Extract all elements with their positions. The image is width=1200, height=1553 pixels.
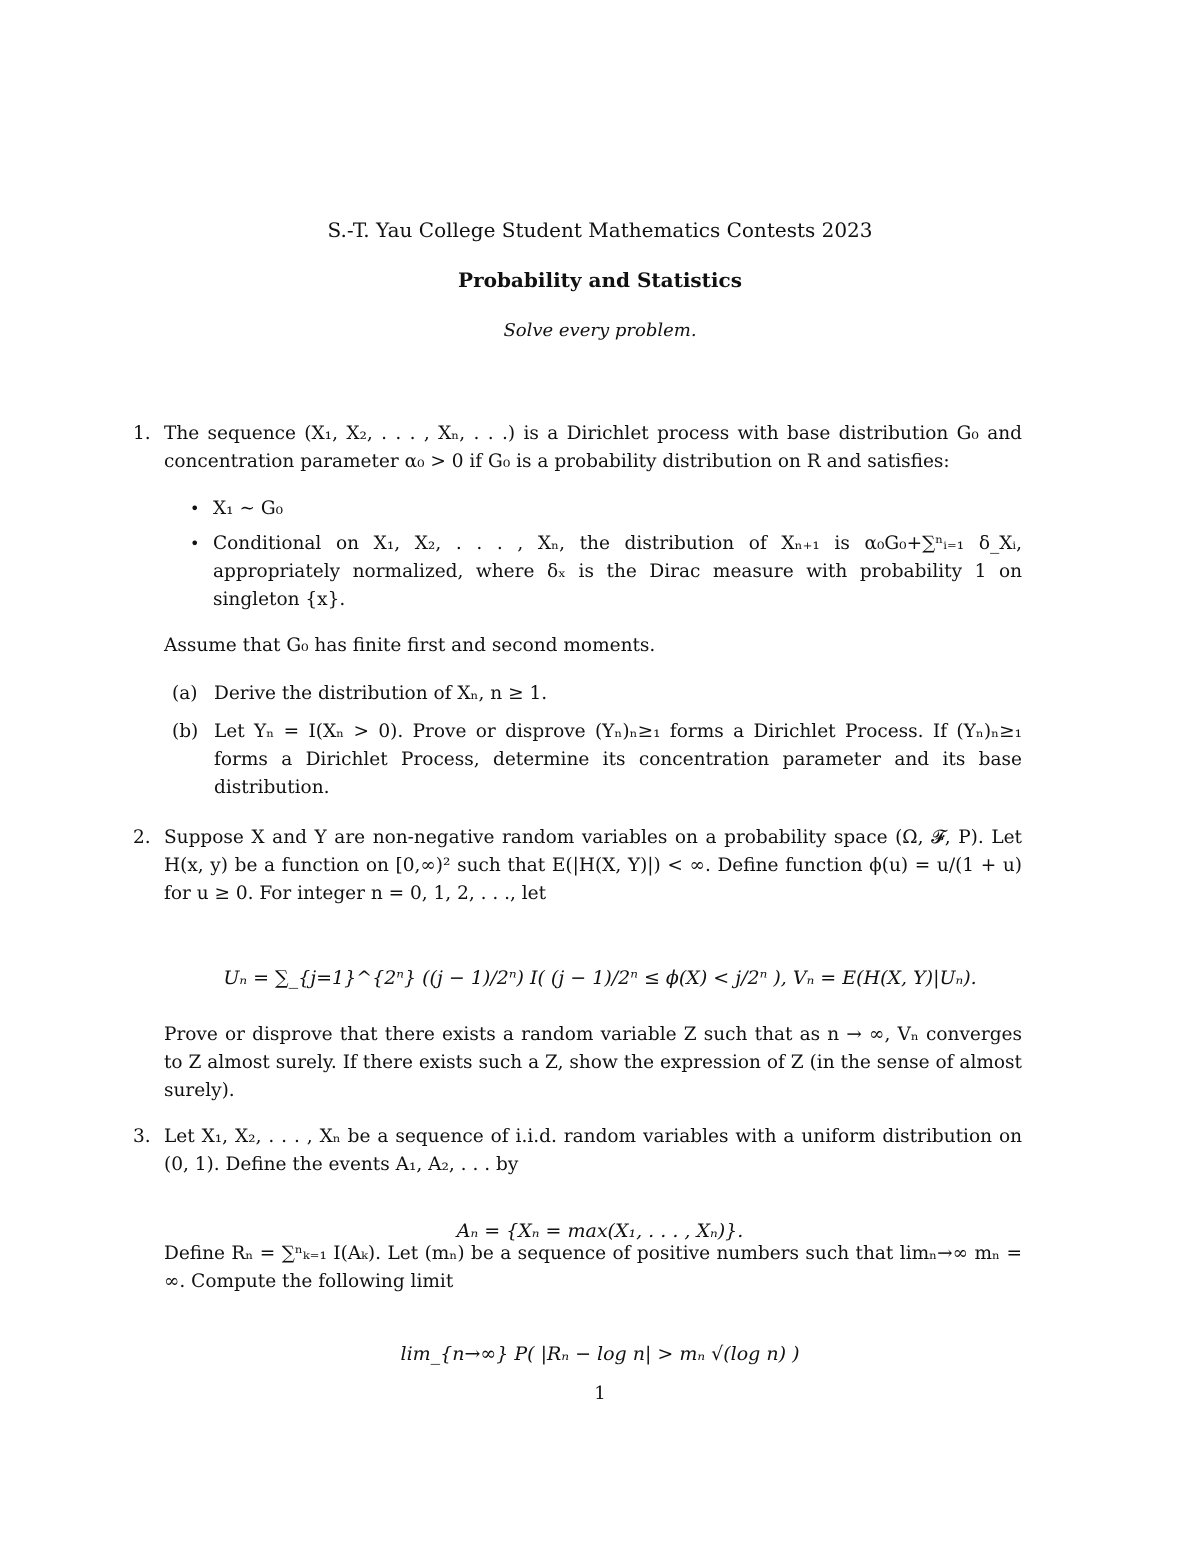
part-b-label: (b) xyxy=(172,721,199,742)
problem-3-event-definition: Aₙ = {Xₙ = max(X₁, . . . , Xₙ)}. xyxy=(456,1220,744,1242)
subject-heading: Probability and Statistics xyxy=(458,268,742,292)
problem-3-limit: lim_{n→∞} P( |Rₙ − log n| > mₙ √(log n) ) xyxy=(400,1343,800,1365)
problem-3-intro: Let X₁, X₂, . . . , Xₙ be a sequence of i.i.d. random variables with a uniform distribution on (0, 1). Define the events A₁, A₂, . . . by xyxy=(164,1126,1022,1175)
problem-2-question: Prove or disprove that there exists a random variable Z such that as n → ∞, Vₙ converges to Z almost surely. If there exists such a Z, show the expression of Z (in the sense of almost surely). xyxy=(164,1024,1022,1101)
problem-1-assumption: Assume that G₀ has finite first and second moments. xyxy=(164,635,656,656)
problem-2-intro: Suppose X and Y are non-negative random variables on a probability space (Ω, 𝓕, P). Let H(x, y) be a function on [0,∞)² such that E(|H(X, Y)|) < ∞. Define function ϕ(u) = u/(1 + u) for u ≥ 0. For integer n = 0, 1, 2, . . ., let xyxy=(164,827,1022,904)
problem-3-middle: Define Rₙ = ∑ⁿₖ₌₁ I(Aₖ). Let (mₙ) be a sequence of positive numbers such that limₙ→∞ mₙ = ∞. Compute the following limit xyxy=(164,1243,1022,1292)
problem-2-number: 2. xyxy=(133,827,151,848)
page-number: 1 xyxy=(594,1383,606,1404)
instruction: Solve every problem. xyxy=(503,320,697,341)
problem-1-number: 1. xyxy=(133,423,151,444)
part-b-text: Let Yₙ = I(Xₙ > 0). Prove or disprove (Yₙ)ₙ≥₁ forms a Dirichlet Process. If (Yₙ)ₙ≥₁ forms a Dirichlet Process, determine its concentration parameter and its base distribution. xyxy=(214,721,1022,798)
problem-1-bullet-2: Conditional on X₁, X₂, . . . , Xₙ, the distribution of Xₙ₊₁ is α₀G₀+∑ⁿᵢ₌₁ δ_Xᵢ, appropriately normalized, where δₓ is the Dirac measure with probability 1 on singleton {x}. xyxy=(213,533,1022,610)
bullet-icon: • xyxy=(190,534,200,553)
part-a-text: Derive the distribution of Xₙ, n ≥ 1. xyxy=(214,683,548,704)
problem-3-number: 3. xyxy=(133,1126,151,1147)
contest-title: S.-T. Yau College Student Mathematics Contests 2023 xyxy=(327,218,873,242)
problem-1-bullet-1: X₁ ∼ G₀ xyxy=(213,498,284,519)
problem-1-intro: The sequence (X₁, X₂, . . . , Xₙ, . . .) is a Dirichlet process with base distribution G₀ and concentration parameter α₀ > 0 if G₀ is a probability distribution on R and satisfies: xyxy=(164,423,1022,472)
part-a-label: (a) xyxy=(172,683,198,704)
bullet-icon: • xyxy=(190,499,200,518)
problem-2-display-equation: Uₙ = ∑_{j=1}^{2ⁿ} ((j − 1)/2ⁿ) I( (j − 1)/2ⁿ ≤ ϕ(X) < j/2ⁿ ), Vₙ = E(H(X, Y)|Uₙ). xyxy=(223,967,977,989)
